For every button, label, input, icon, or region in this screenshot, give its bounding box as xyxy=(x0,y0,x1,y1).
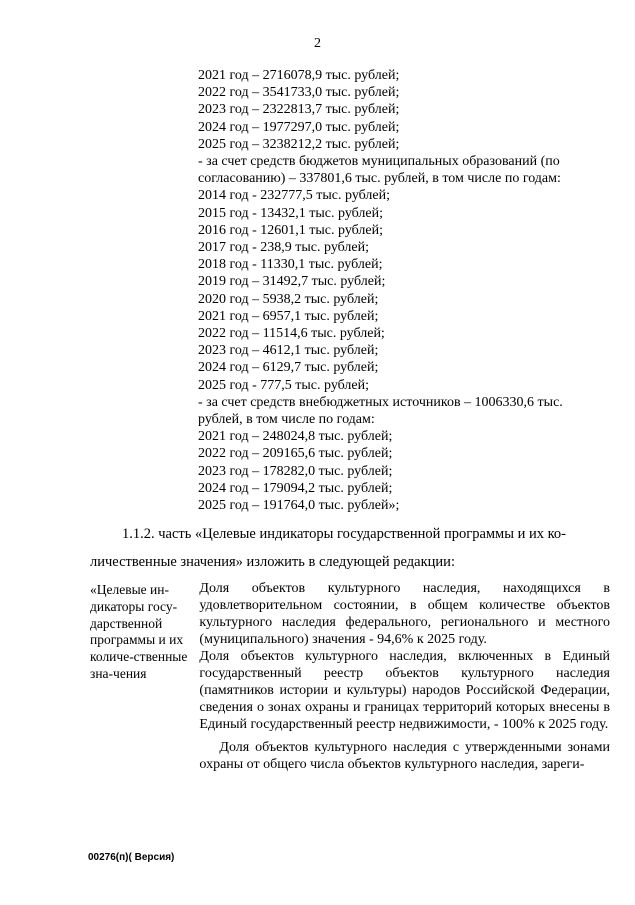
funding-line: рублей, в том числе по годам: xyxy=(198,412,375,428)
funding-line: 2021 год – 248024,8 тыс. рублей; xyxy=(198,429,393,445)
funding-line: 2024 год – 1977297,0 тыс. рублей; xyxy=(198,119,400,135)
funding-line: 2025 год – 3238212,2 тыс. рублей; xyxy=(198,136,400,152)
footer-doc-code: 00276(п)( Версия) xyxy=(88,852,175,863)
funding-line: 2022 год – 3541733,0 тыс. рублей; xyxy=(198,85,400,101)
funding-line: 2020 год – 5938,2 тыс. рублей; xyxy=(198,291,379,307)
funding-line: 2023 год – 2322813,7 тыс. рублей; xyxy=(198,102,400,118)
indicator-paragraph-3: Доля объектов культурного наследия с утвержденными зонами охраны от общего числа объектов культурного наследия, зареги- xyxy=(199,740,610,772)
funding-line: - за счет средств бюджетов муниципальных образований (по xyxy=(198,154,560,170)
indicator-paragraph-1: Доля объектов культурного наследия, находящихся в удовлетворительном состоянии, в общем количестве объектов культурного наследия федерального, регионального и местного (муниципального) значения - 94,6% к 2025 году. xyxy=(199,581,610,647)
funding-line: 2019 год – 31492,7 тыс. рублей; xyxy=(198,274,386,290)
funding-line: - за счет средств внебюджетных источников – 1006330,6 тыс. xyxy=(198,394,563,410)
funding-line: 2021 год – 2716078,9 тыс. рублей; xyxy=(198,68,400,83)
indicators-label: «Целевые ин-дикаторы госу-дарственной программы и их количе-ственные зна-чения xyxy=(90,582,188,681)
funding-line: согласованию) – 337801,6 тыс. рублей, в том числе по годам: xyxy=(198,171,561,187)
funding-line: 2018 год - 11330,1 тыс. рублей; xyxy=(198,257,383,273)
funding-line: 2025 год - 777,5 тыс. рублей; xyxy=(198,377,370,393)
funding-line: 2015 год - 13432,1 тыс. рублей; xyxy=(198,205,384,221)
funding-line: 2022 год – 11514,6 тыс. рублей; xyxy=(198,326,385,342)
funding-line: 2025 год – 191764,0 тыс. рублей»; xyxy=(198,498,400,514)
funding-line: 2024 год – 179094,2 тыс. рублей; xyxy=(198,480,393,496)
funding-line: 2021 год – 6957,1 тыс. рублей; xyxy=(198,308,379,324)
page-number: 2 xyxy=(314,36,321,51)
section-line-1: 1.1.2. часть «Целевые индикаторы государственной программы и их ко- xyxy=(122,526,567,542)
funding-line: 2016 год - 12601,1 тыс. рублей; xyxy=(198,222,384,238)
funding-line: 2022 год – 209165,6 тыс. рублей; xyxy=(198,446,393,462)
section-line-2: личественные значения» изложить в следующей редакции: xyxy=(90,554,455,570)
funding-line: 2024 год – 6129,7 тыс. рублей; xyxy=(198,360,379,376)
funding-line: 2017 год - 238,9 тыс. рублей; xyxy=(198,240,370,256)
funding-list xyxy=(198,67,598,514)
funding-line: 2023 год – 4612,1 тыс. рублей; xyxy=(198,343,379,359)
funding-line: 2014 год - 232777,5 тыс. рублей; xyxy=(198,188,391,204)
funding-line: 2023 год – 178282,0 тыс. рублей; xyxy=(198,463,393,479)
section-1-1-2 xyxy=(90,520,600,576)
indicator-paragraph-2: Доля объектов культурного наследия, включенных в Единый государственный реестр объектов культурного наследия (памятников истории и культуры) народов Российской Федерации, сведения о зонах охраны и границах территорий которых внесены в Единый государственный реестр недвижимости, - 100% к 2025 году. xyxy=(199,649,610,732)
indicators-table xyxy=(90,580,610,773)
indicators-content xyxy=(199,580,610,773)
